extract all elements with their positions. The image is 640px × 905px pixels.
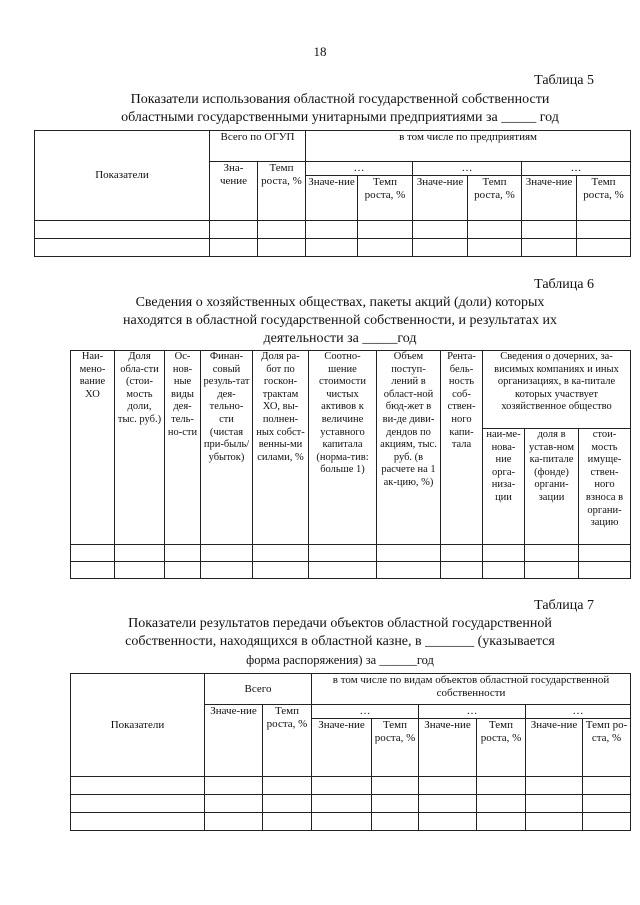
table5-header-rate-2: Темп роста, % xyxy=(468,176,522,221)
table-row xyxy=(71,777,631,795)
table5-header-value-3: Значе-ние xyxy=(522,176,577,221)
table7-header-rate-1: Темп роста, % xyxy=(372,719,419,777)
table5-label: Таблица 5 xyxy=(534,73,594,88)
table6-col-profitability: Рента-бель-ность соб-ствен-ного капи-тала xyxy=(441,351,483,545)
table6-col-subsidiaries: Сведения о дочерних, за-висимых компаниях и иных организациях, в ка-питале которых участвует хозяйственное общество xyxy=(483,351,631,429)
table6-col-sub-value: стои-мость имуще-ствен-ного взноса в органи-зацию xyxy=(579,429,631,545)
table5-header-value-1: Значе-ние xyxy=(306,176,358,221)
table6-title-line3: деятельности за _____год xyxy=(263,331,417,346)
table6-title xyxy=(40,294,640,348)
table5-header-rate-3: Темп роста, % xyxy=(577,176,631,221)
page-number: 18 xyxy=(313,44,327,59)
table7-header-dots-3: … xyxy=(526,705,631,719)
table6-col-share: Доля обла-сти (стои-мость доли, тыс. руб.) xyxy=(115,351,165,545)
table7-title-line2: собственности, находящихся в областной казне, в _______ (указывается xyxy=(125,634,555,649)
table7-title-line3: форма распоряжения) за ______год xyxy=(246,653,434,667)
table7-header-indicators: Показатели xyxy=(71,674,205,777)
table6-col-financial: Финан-совый резуль-тат дея-тельно-сти (чистая при-быль/ убыток) xyxy=(201,351,253,545)
table7-header-value-1: Значе-ние xyxy=(312,719,372,777)
table5-header-dots-1: … xyxy=(306,162,413,176)
table7-header-rate-3: Темп ро-ста, % xyxy=(583,719,631,777)
table7-label: Таблица 7 xyxy=(534,598,594,613)
table5 xyxy=(34,130,631,257)
table7-header-total-rate: Темп роста, % xyxy=(263,705,312,777)
table5-header-enterprises: в том числе по предприятиям xyxy=(306,131,631,162)
table-row xyxy=(35,221,631,239)
table6-col-name: Наи-мено-вание ХО xyxy=(71,351,115,545)
table7 xyxy=(70,673,631,831)
table6-col-activity: Ос-нов-ные виды дея-тель-но-сти xyxy=(165,351,201,545)
table5-title xyxy=(40,91,640,127)
table5-header-total: Всего по ОГУП xyxy=(210,131,306,162)
table-row xyxy=(35,239,631,257)
table7-header-dots-1: … xyxy=(312,705,419,719)
table6-label: Таблица 6 xyxy=(534,277,594,292)
table6 xyxy=(70,350,631,579)
table6-col-sub-name: наи-ме-нова-ние орга-низа-ции xyxy=(483,429,525,545)
table5-title-line1: Показатели использования областной государственной собственности xyxy=(130,92,550,107)
table-row xyxy=(71,795,631,813)
table5-header-rate-1: Темп роста, % xyxy=(358,176,413,221)
table6-title-line2: находятся в областной государственной собственности, и результатах их xyxy=(123,313,557,328)
table7-header-total-value: Значе-ние xyxy=(205,705,263,777)
table5-header-total-rate: Темп роста, % xyxy=(258,162,306,221)
table5-header-total-value: Зна-чение xyxy=(210,162,258,221)
table6-col-contracts: Доля ра-бот по госкон-трактам ХО, вы-полнен-ных собст-венны-ми силами, % xyxy=(253,351,309,545)
table7-header-value-2: Значе-ние xyxy=(419,719,477,777)
table5-header-value-2: Значе-ние xyxy=(413,176,468,221)
table6-col-sub-share: доля в устав-ном ка-питале (фонде) органи-зации xyxy=(525,429,579,545)
table-row xyxy=(71,562,631,579)
table7-title-line1: Показатели результатов передачи объектов областной государственной xyxy=(128,616,552,631)
table7-header-types: в том числе по видам объектов областной государственной собственности xyxy=(312,674,631,705)
table7-header-dots-2: … xyxy=(419,705,526,719)
table7-header-rate-2: Темп роста, % xyxy=(477,719,526,777)
table-row xyxy=(71,545,631,562)
table5-header-dots-3: … xyxy=(522,162,631,176)
table6-col-ratio: Соотно-шение стоимости чистых активов к величине уставного капитала (норма-тив: больше 1) xyxy=(309,351,377,545)
table6-title-line1: Сведения о хозяйственных обществах, пакеты акций (доли) которых xyxy=(135,295,545,310)
table7-header-total: Всего xyxy=(205,674,312,705)
table5-header-indicators: Показатели xyxy=(35,131,210,221)
table-row xyxy=(71,813,631,831)
table7-title xyxy=(40,615,640,669)
table6-col-income: Объем поступ-лений в област-ной бюд-жет в ви-де диви-дендов по акциям, тыс. руб. (в расчете на 1 ак-цию, %) xyxy=(377,351,441,545)
table5-header-dots-2: … xyxy=(413,162,522,176)
table7-header-value-3: Значе-ние xyxy=(526,719,583,777)
table5-title-line2: областными государственными унитарными предприятиями за _____ год xyxy=(121,110,559,125)
